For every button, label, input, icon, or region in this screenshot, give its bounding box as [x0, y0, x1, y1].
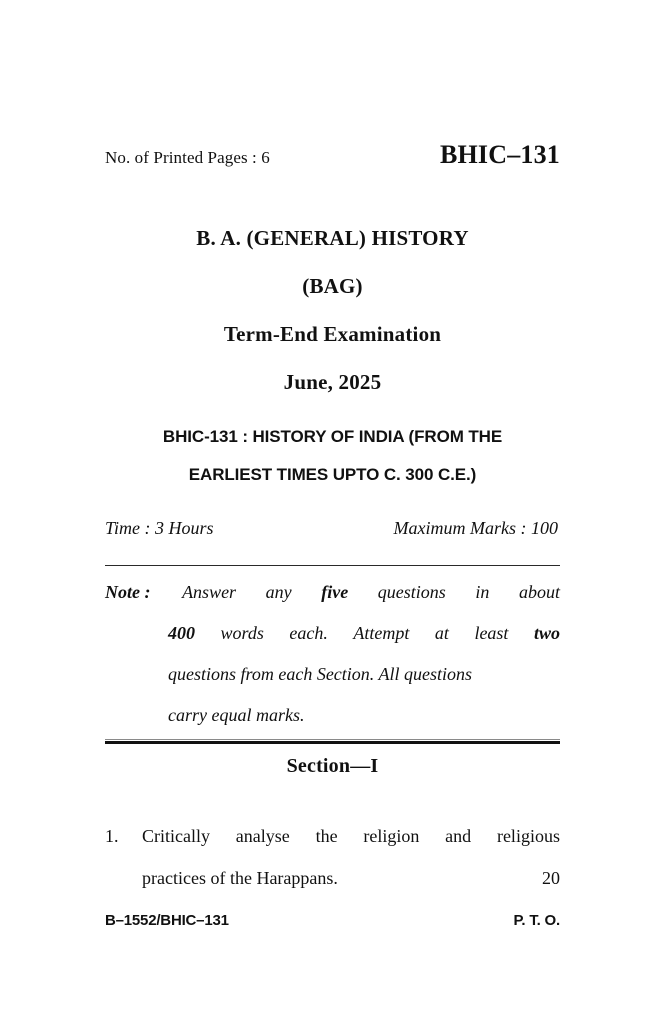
note-word: any: [265, 582, 292, 602]
note-emphasis-five: five: [321, 582, 349, 602]
question-body: [142, 815, 560, 899]
programme-code: (BAG): [302, 274, 363, 298]
question-word: Critically: [142, 826, 210, 846]
course-title-line-2: EARLIEST TIMES UPTO C. 300 C.E.): [188, 465, 477, 484]
note-emphasis-two: two: [533, 623, 560, 643]
note-word: least: [474, 623, 509, 643]
page-header: [105, 140, 560, 170]
question-line-1: [142, 815, 560, 857]
examination-session: June, 2025: [283, 370, 382, 394]
question-line-2: [142, 857, 560, 899]
note-word: words: [220, 623, 264, 643]
question-word: and: [445, 826, 472, 846]
note-word: in: [475, 582, 490, 602]
divider-heavy: [105, 739, 560, 744]
note-word: each.: [289, 623, 328, 643]
note-word: Attempt: [353, 623, 410, 643]
note-line-3: questions from each Section. All questions: [168, 664, 472, 684]
note-line-1: [105, 572, 560, 613]
footer-pto-label: P. T. O.: [513, 912, 560, 929]
note-word: questions: [377, 582, 446, 602]
question-item: [105, 815, 560, 899]
question-number: 1.: [105, 826, 119, 846]
footer-reference-code: B–1552/BHIC–131: [105, 912, 229, 929]
note-word: Answer: [182, 582, 237, 602]
question-word: religion: [363, 826, 420, 846]
exam-meta-row: [105, 518, 560, 539]
section-heading: Section—I: [286, 755, 379, 777]
note-word: at: [434, 623, 449, 643]
divider-heavy-bottom: [105, 741, 560, 744]
programme-title: B. A. (GENERAL) HISTORY: [196, 226, 469, 250]
page-content-area: [105, 0, 560, 1024]
printed-pages-label: No. of Printed Pages : 6: [105, 148, 270, 167]
page-footer: [105, 912, 560, 929]
instructions-note: [105, 572, 560, 736]
question-text-tail: practices of the Harappans.: [142, 868, 338, 888]
question-word: the: [315, 826, 338, 846]
question-word: religious: [496, 826, 560, 846]
exam-duration: Time : 3 Hours: [105, 518, 214, 538]
question-word: analyse: [235, 826, 290, 846]
maximum-marks: Maximum Marks : 100: [393, 518, 558, 538]
note-label: Note :: [105, 582, 151, 602]
note-line-2: [105, 613, 560, 654]
note-word: about: [518, 582, 560, 602]
divider-thin: [105, 565, 560, 566]
course-title-line-1: BHIC-131 : HISTORY OF INDIA (FROM THE: [162, 427, 503, 446]
paper-code-label: BHIC–131: [439, 140, 560, 169]
note-emphasis-400: 400: [168, 623, 195, 643]
course-title-block: [105, 418, 560, 494]
question-marks: 20: [542, 868, 560, 888]
examination-type: Term-End Examination: [223, 322, 442, 346]
note-line-4: carry equal marks.: [168, 705, 305, 725]
exam-title-block: [105, 214, 560, 406]
